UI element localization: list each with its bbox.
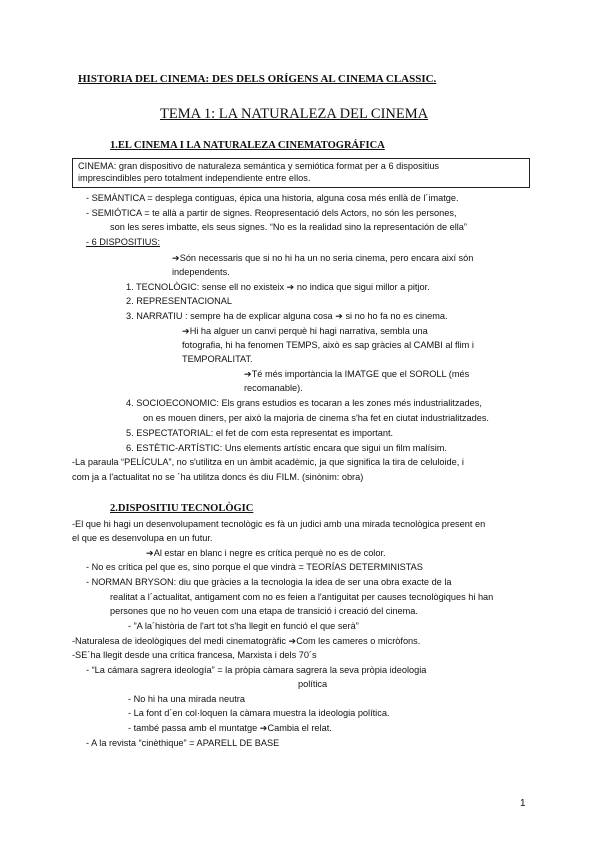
- box-line: imprescindibles pero totalment independiente entre ellos.: [78, 173, 311, 183]
- list-item: 3. NARRATIU : sempre ha de explicar alguna cosa ➔ si no ho fa no es cinema.: [126, 311, 448, 321]
- text-line: - No hi ha una mirada neutra: [128, 694, 245, 704]
- list-item: 5. ESPECTATORIAL: el fet de com esta representat es important.: [126, 428, 394, 438]
- text-line: realitat a l´actualitat, antigament com no es feien a l'antiguitat per causes tecnològiques hi han: [110, 592, 494, 602]
- text-line: son les seres imbatte, els seus signes. “No es la realidad sino la representación de ella”: [110, 222, 467, 232]
- list-item: 1. TECNOLÒGIC: sense ell no existeix ➔ no indica que sigui millor a pitjor.: [126, 282, 430, 292]
- list-item: 6. ESTÈTIC-ARTÍSTIC: Uns elements artístic encara que sigui un film malísim.: [126, 443, 447, 453]
- text-line: ➔Té més importància la IMATGE que el SOROLL (més: [244, 369, 470, 379]
- list-item: 4. SOCIOECONOMIC: Els grans estudios es tocaran a les zones més industrialitzades,: [126, 398, 482, 408]
- text-line: fotografia, hi ha fenomen TEMPS, això es sap gràcies al CAMBI al flim i: [182, 340, 474, 350]
- text-line: ➔Són necessaris que si no hi ha un no seria cinema, pero encara així són: [172, 253, 474, 263]
- course-title: HISTORIA DEL CINEMA: DES DELS ORÍGENS AL CINEMA CLASSIC.: [78, 73, 437, 85]
- text-line: - “La cámara sagrera ideología” = la pròpia càmara sagrera la seva pròpia ideologia: [86, 665, 427, 675]
- text-line: -La paraula “PELÍCULA”, no s'utilitza en un àmbit acadèmic, ja que significa la tira de celuloide, i: [72, 457, 464, 467]
- text-line: - SEMIÓTICA = te allà a partir de signes. Reopresentació dels Actors, no són les persones,: [86, 208, 457, 218]
- text-line: - també passa amb el muntatge ➔Cambia el relat.: [128, 723, 332, 733]
- list-item: 2. REPRESENTACIONAL: [126, 296, 233, 306]
- text-line: - La font d´en col·loquen la càmara muestra la ideologia política.: [128, 708, 390, 718]
- text-line: - 6 DISPOSITIUS:: [86, 237, 161, 247]
- text-line: persones que no ho veuen com una etapa de transició i creació del cinema.: [110, 606, 418, 616]
- text-line: -Naturalesa de ideològiques del medi cinematogràfic ➔Com les cameres o micròfons.: [72, 636, 421, 646]
- text-line: recomanable).: [244, 383, 303, 393]
- text-line: independents.: [172, 267, 230, 277]
- text-line: com ja a l'actualitat no se ´ha utilitza doncs és diu FILM. (sinònim: obra): [72, 472, 364, 482]
- text-line: el que es desenvolupa en un futur.: [72, 533, 213, 543]
- text-line: - SEMÀNTICA = desplega contiguas, épica una historia, alguna cosa més enllà de l´imatge.: [86, 193, 459, 203]
- text-line: - ”A la´història de l'art tot s'ha llegit en funció el que serà”: [128, 621, 359, 631]
- tema-title: TEMA 1: LA NATURALEZA DEL CINEMA: [160, 106, 429, 122]
- section1-title: 1.EL CINEMA I LA NATURALEZA CINEMATOGRÁFICA: [110, 140, 385, 151]
- text-line: - NORMAN BRYSON: diu que gràcies a la tecnologia la idea de ser una obra exacte de la: [86, 577, 452, 587]
- text-line: -El que hi hagi un desenvolupament tecnològic es fà un judici amb una mirada tecnològica present en: [72, 519, 486, 529]
- page-number: 1: [520, 798, 526, 809]
- text-line: -SE´ha llegit desde una crítica francesa, Marxista i dels 70´s: [72, 650, 317, 660]
- text-line: - No es crítica pel que es, sino porque el que vindrà = TEORÍAS DETERMINISTAS: [86, 562, 423, 572]
- box-line: CINEMA: gran dispositivo de naturaleza semántica y semiótica format per a 6 dispositius: [78, 161, 440, 171]
- text-line: ➔Hi ha alguer un canvi perquè hi hagi narrativa, sembla una: [182, 326, 428, 336]
- section2-title: 2.DISPOSITIU TECNOLÒGIC: [110, 503, 254, 514]
- text-line: - A la revista “cinèthique” = APARELL DE BASE: [86, 738, 280, 748]
- text-line: on es mouen diners, per això la majoria de cinema s'ha fet en ciutat industrialitzades.: [143, 413, 489, 423]
- text-line: política: [298, 679, 328, 689]
- text-line: ➔Al estar en blanc i negre es crítica perquè no es de color.: [146, 548, 386, 558]
- text-line: TEMPORALITAT.: [182, 354, 253, 364]
